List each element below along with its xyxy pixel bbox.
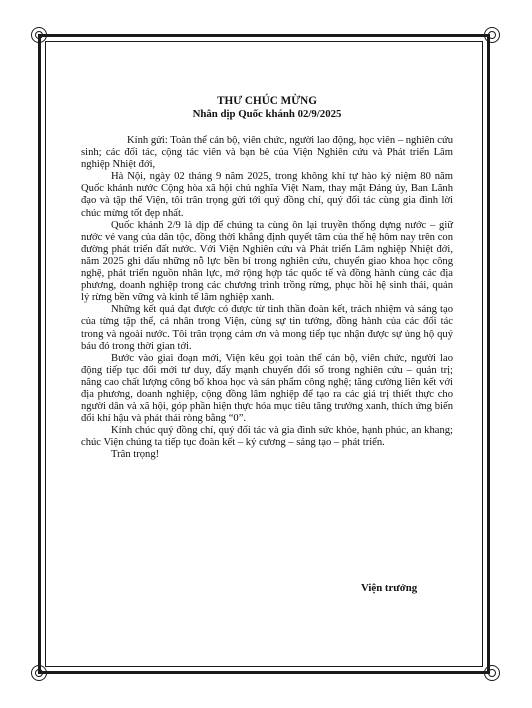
corner-ornament-icon bbox=[483, 26, 501, 44]
letter-body bbox=[81, 95, 453, 462]
salutation-paragraph: Kính gửi: Toàn thể cán bộ, viên chức, người lao động, học viên – nghiên cứu sinh; các đối tác, cộng tác viên và bạn bè của Viện Nghiên cứu và Phát triển Lâm nghiệp Nhiệt đới, bbox=[81, 135, 453, 171]
body-paragraph: Hà Nội, ngày 02 tháng 9 năm 2025, trong không khí tự hào kỷ niệm 80 năm Quốc khánh nước Cộng hòa xã hội chủ nghĩa Việt Nam, thay mặt Đảng ủy, Ban Lãnh đạo và tập thể Viện, tôi trân trọng gửi tới quý đồng chí, quý đối tác cùng gia đình lời chúc mừng tốt đẹp nhất. bbox=[81, 171, 453, 219]
body-paragraph: Những kết quả đạt được có được từ tinh thần đoàn kết, trách nhiệm và sáng tạo của từng tập thể, cá nhân trong Viện, cùng sự tin tưởng, đồng hành của các đối tác trong và ngoài nước. Tôi trân trọng cảm ơn và mong tiếp tục nhận được sự ủng hộ quý báu đó trong thời gian tới. bbox=[81, 304, 453, 352]
letter-title: THƯ CHÚC MỪNG bbox=[217, 95, 317, 107]
body-paragraph: Bước vào giai đoạn mới, Viện kêu gọi toàn thể cán bộ, viên chức, người lao động tiếp tục đổi mới tư duy, đẩy mạnh chuyển đổi số trong nghiên cứu – quản trị; nâng cao chất lượng công bố khoa học và sản phẩm công nghệ; tăng cường liên kết với địa phương, doanh nghiệp, cộng đồng lâm nghiệp để tạo ra các giá trị thiết thực cho người dân và xã hội, góp phần hiện thực hóa mục tiêu tăng trưởng xanh, thích ứng biến đổi khí hậu và phát thải ròng bằng “0”. bbox=[81, 352, 453, 425]
corner-ornament-icon bbox=[483, 664, 501, 682]
signature-title: Viện trưởng bbox=[361, 582, 418, 594]
closing-text: Trân trọng! bbox=[111, 449, 160, 461]
letter-subtitle: Nhân dịp Quốc khánh 02/9/2025 bbox=[192, 108, 342, 120]
corner-ornament-icon bbox=[30, 664, 48, 682]
body-paragraph: Quốc khánh 2/9 là dịp để chúng ta cùng ôn lại truyền thống dựng nước – giữ nước vẻ vang của dân tộc, đồng thời khẳng định quyết tâm của thế hệ hôm nay trên con đường phát triển đất nước. Với Viện Nghiên cứu và Phát triển Lâm nghiệp Nhiệt đới, năm 2025 ghi dấu những nỗ lực bền bỉ trong nghiên cứu, chuyển giao khoa học công nghệ, phát triển nguồn nhân lực, mở rộng hợp tác quốc tế và đồng hành cùng các địa phương, doanh nghiệp trong các chương trình trồng rừng, phục hồi hệ sinh thái, quản lý rừng bền vững và kinh tế lâm nghiệp xanh. bbox=[81, 219, 453, 304]
wishes-paragraph: Kính chúc quý đồng chí, quý đối tác và gia đình sức khỏe, hạnh phúc, an khang; chúc Viện chúng ta tiếp tục đoàn kết – kỷ cương – sáng tạo – phát triển. bbox=[81, 425, 453, 449]
corner-ornament-icon bbox=[30, 26, 48, 44]
